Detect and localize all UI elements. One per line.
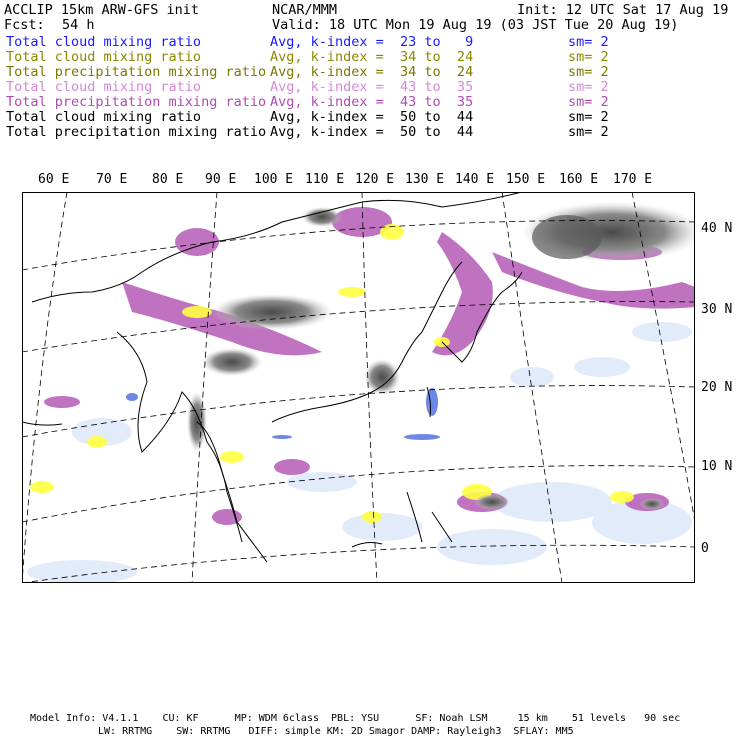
field-smoothing: sm= 2 (568, 79, 609, 95)
latitude-label: 10 N (701, 459, 733, 474)
field-k-index: Avg, k-index = 34 to 24 (270, 64, 474, 80)
field-smoothing: sm= 2 (568, 49, 609, 65)
field-name: Total cloud mixing ratio (6, 34, 202, 50)
latitude-label: 0 (701, 541, 709, 556)
longitude-label: 140 E (455, 172, 495, 187)
field-name: Total precipitation mixing ratio (6, 64, 267, 80)
model-info-line1: Model Info: V4.1.1 CU: KF MP: WDM 6class PBL: YSU SF: Noah LSM 15 km 51 levels 90 sec (30, 713, 681, 724)
longitude-label: 120 E (355, 172, 395, 187)
field-smoothing: sm= 2 (568, 64, 609, 80)
latitude-label: 30 N (701, 302, 733, 317)
longitude-label: 90 E (205, 172, 237, 187)
longitude-label: 170 E (613, 172, 653, 187)
field-name: Total cloud mixing ratio (6, 49, 202, 65)
valid-time: Valid: 18 UTC Mon 19 Aug 19 (03 JST Tue 20 Aug 19) (272, 17, 679, 33)
longitude-label: 60 E (38, 172, 70, 187)
init-time: Init: 12 UTC Sat 17 Aug 19 (517, 2, 729, 18)
field-k-index: Avg, k-index = 43 to 35 (270, 94, 474, 110)
forecast-label: Fcst: (4, 17, 45, 33)
field-smoothing: sm= 2 (568, 109, 609, 125)
field-name: Total precipitation mixing ratio (6, 94, 267, 110)
field-k-index: Avg, k-index = 50 to 44 (270, 109, 474, 125)
cloud-mixing-ratio-map (22, 192, 695, 583)
field-name: Total cloud mixing ratio (6, 79, 202, 95)
field-smoothing: sm= 2 (568, 94, 609, 110)
field-k-index: Avg, k-index = 43 to 35 (270, 79, 474, 95)
model-title: ACCLIP 15km ARW-GFS init (4, 2, 200, 18)
model-info-line2: LW: RRTMG SW: RRTMG DIFF: simple KM: 2D Smagor DAMP: Rayleigh3 SFLAY: MM5 (98, 726, 574, 737)
latitude-label: 20 N (701, 380, 733, 395)
field-name: Total cloud mixing ratio (6, 109, 202, 125)
field-k-index: Avg, k-index = 50 to 44 (270, 124, 474, 140)
latitude-label: 40 N (701, 221, 733, 236)
longitude-label: 150 E (506, 172, 546, 187)
longitude-label: 110 E (305, 172, 345, 187)
longitude-label: 70 E (96, 172, 128, 187)
longitude-label: 80 E (152, 172, 184, 187)
field-smoothing: sm= 2 (568, 124, 609, 140)
field-k-index: Avg, k-index = 23 to 9 (270, 34, 474, 50)
institution-label: NCAR/MMM (272, 2, 338, 18)
longitude-label: 130 E (405, 172, 445, 187)
field-name: Total precipitation mixing ratio (6, 124, 267, 140)
field-smoothing: sm= 2 (568, 34, 609, 50)
longitude-label: 100 E (254, 172, 294, 187)
forecast-hours: 54 h (62, 17, 95, 33)
field-k-index: Avg, k-index = 34 to 24 (270, 49, 474, 65)
longitude-label: 160 E (559, 172, 599, 187)
